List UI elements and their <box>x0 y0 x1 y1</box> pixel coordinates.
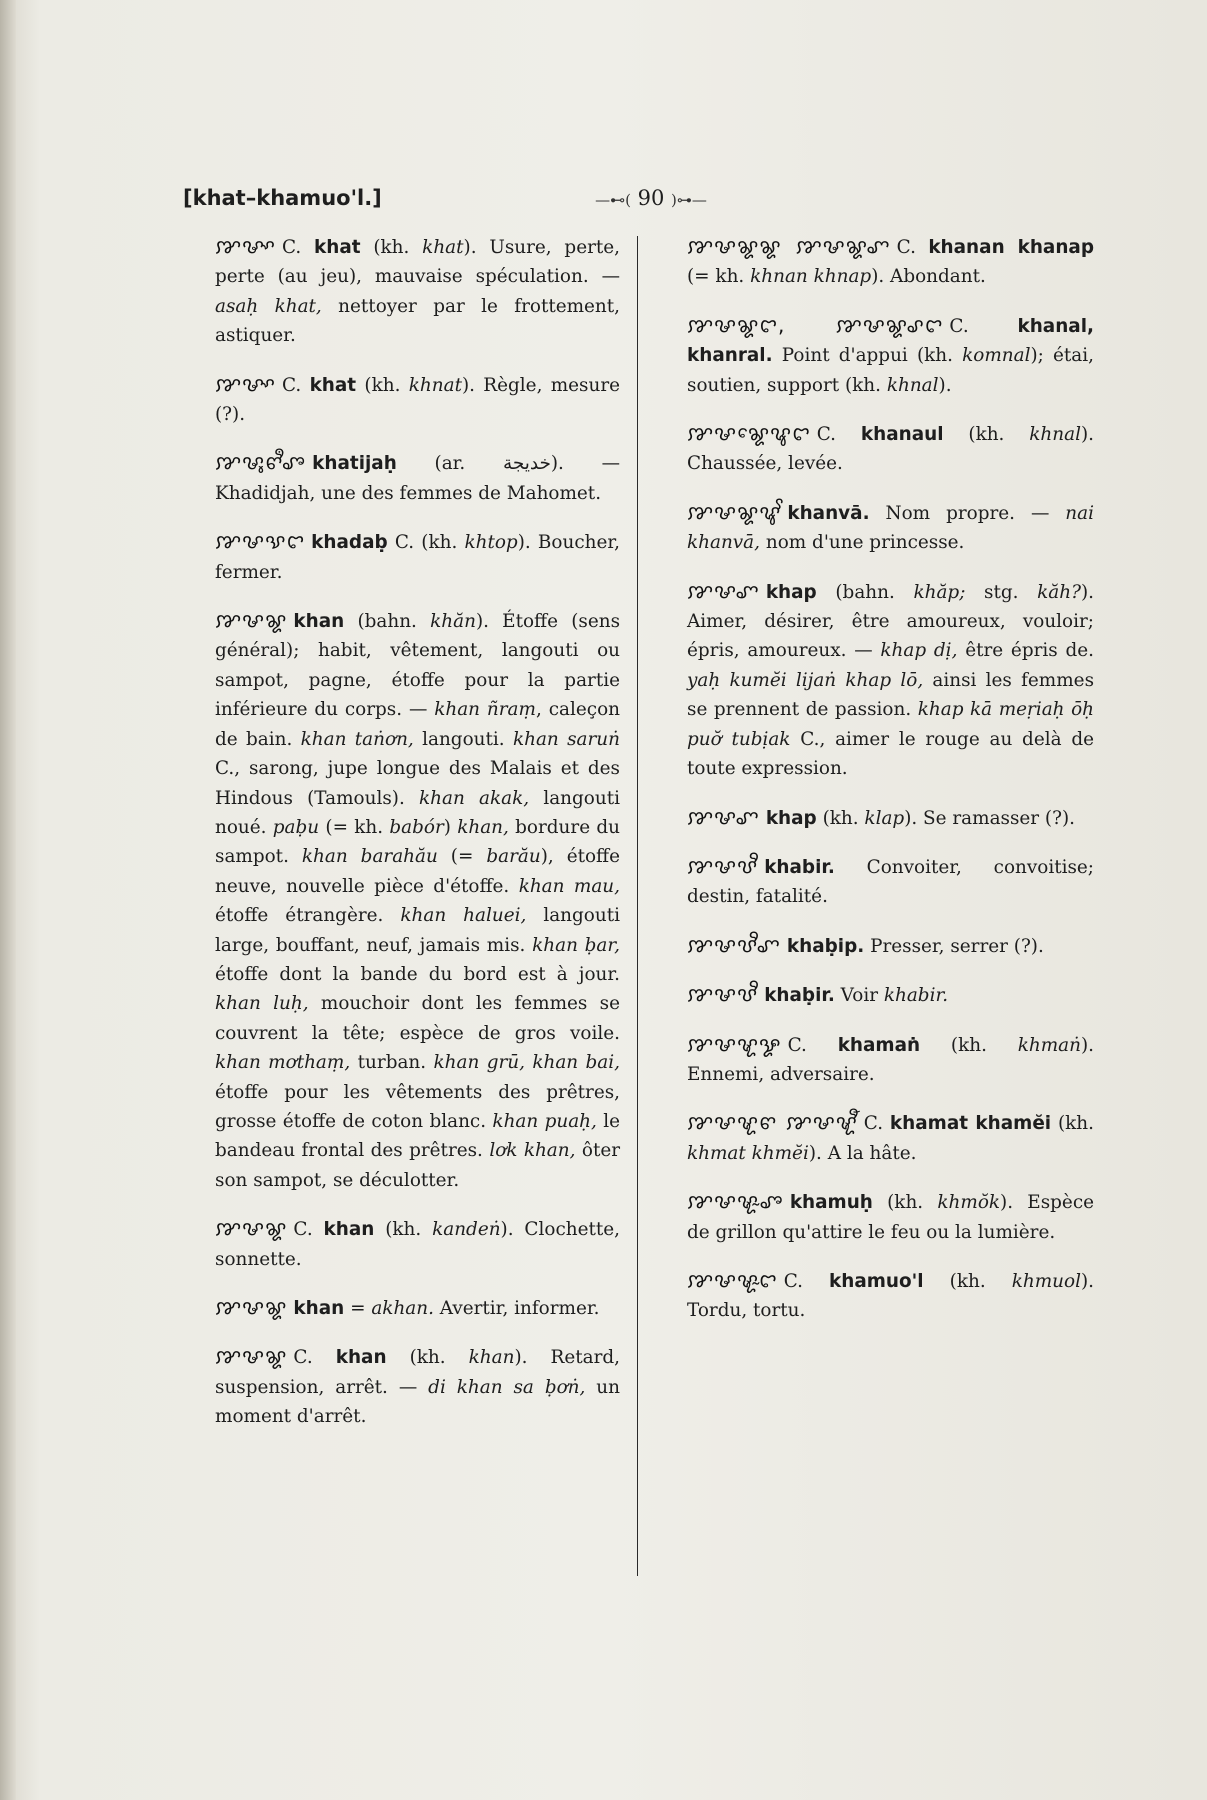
italic-term: khăp; <box>913 581 985 603</box>
italic-term: komnal <box>962 345 1031 367</box>
definition-text: ). Étoffe (sens général); habit, vêtement, langouti ou sampot, pagne, étoffe pour la partie inférieure du corps. — <box>215 611 621 721</box>
definition-text: C. <box>281 237 315 258</box>
italic-term: khan luḥ, <box>215 993 309 1015</box>
definition-text: (kh. <box>816 807 865 829</box>
headword: khamuo'l <box>829 1270 924 1292</box>
cham-script-headword: ꨇꨔꨝꨪ <box>687 982 759 1007</box>
definition-text: étoffe étrangère. <box>215 905 401 927</box>
headword: khap <box>765 581 817 603</box>
page-number: 90 <box>637 186 665 210</box>
italic-term: khan akak, <box>419 787 530 809</box>
cham-script-headword: ꨇꨔꨳ <box>215 371 276 396</box>
cham-script-headword: ꨇꨔꨠꨓ ꨇꨔꨠꨬ <box>687 1110 858 1135</box>
italic-term: khnal <box>886 374 939 396</box>
cham-script-headword: ꨇꨔꨘ <box>215 608 288 633</box>
definition-text: ). Chaussée, levée. <box>687 424 1094 475</box>
definition-text: (= kh. <box>319 816 390 838</box>
definition-text: étoffe pour les vêtements des prêtres, grosse étoffe de coton blanc. <box>215 1081 620 1132</box>
definition-text: (bahn. <box>344 611 431 633</box>
headword: khabir. <box>764 856 835 878</box>
dictionary-entry <box>657 852 1094 912</box>
column-divider <box>637 236 638 1576</box>
headword: khap <box>765 807 817 829</box>
definition-text: Presser, serrer (?). <box>864 935 1044 957</box>
italic-term: kăh? <box>1037 581 1081 603</box>
definition-text: (kh. <box>374 1219 433 1241</box>
definition-text: Convoiter, convoitise; destin, fatalité. <box>687 856 1094 908</box>
definition-text: ); étai, soutien, support (kh. <box>687 345 1094 396</box>
italic-term: khan ñraṃ <box>434 699 537 721</box>
dictionary-entry <box>657 311 1094 400</box>
dictionary-entry <box>657 498 1094 558</box>
definition-text: langouti noué. <box>215 787 620 838</box>
italic-term: khnan khnap <box>750 266 872 288</box>
cham-script-headword: ꨇꨔꨳ <box>215 234 276 258</box>
headword: khat <box>314 237 361 258</box>
cham-script-headword: ꨇꨔꨠꨭꨤ <box>687 1267 778 1292</box>
definition-text: ). Usure, perte, perte (au jeu), mauvaise spéculation. — <box>215 237 620 288</box>
definition-text: (kh. <box>386 1347 469 1369</box>
italic-term: khmat khmĕi <box>687 1142 809 1164</box>
definition-text: ). Retard, suspension, arrêt. — <box>215 1347 621 1398</box>
definition-text: C. <box>896 237 929 258</box>
italic-term: di khan sa ḅơṅ, <box>428 1376 586 1398</box>
definition-text: (bahn. <box>816 581 914 603</box>
cham-script-headword: ꨇꨔꨶꨓꨫꨨ <box>215 450 307 475</box>
definition-text: C. (kh. <box>387 532 465 554</box>
headword: khan <box>293 1298 345 1319</box>
definition-text: (= kh. <box>687 266 751 288</box>
definition-text: (kh. <box>872 1192 938 1214</box>
italic-term: khan ḅar, <box>532 934 620 956</box>
dictionary-entry <box>185 1214 620 1274</box>
definition-text: ). Clochette, sonnette. <box>215 1219 620 1270</box>
cham-script-headword: ꨇꨔꨘꨥꨩ <box>687 499 782 524</box>
dictionary-entry <box>185 606 620 1195</box>
definition-text: ). Abondant. <box>871 266 986 288</box>
cham-script-headword: ꨇꨔꨝꨪ <box>687 853 759 878</box>
definition-text: étoffe dont la bande du bord est à jour. <box>215 963 620 985</box>
definition-text: Point d'appui (kh. <box>772 345 963 367</box>
italic-term: khmŏk <box>937 1192 1001 1214</box>
definition-text: (kh. <box>356 374 409 396</box>
definition-text: mouchoir dont les femmes se couvrent la tête; espèce de gros voile. <box>215 993 621 1044</box>
italic-term: yaḥ kumĕi lijaṅ khap lō, <box>687 669 924 691</box>
italic-term: khnat <box>408 374 462 396</box>
definition-text: C., aimer le rouge au delà de toute expression. <box>687 728 1094 780</box>
definition-text: C. <box>293 1347 336 1369</box>
italic-term: paḅu <box>272 816 320 838</box>
italic-term: khăn <box>430 611 476 633</box>
definition-text: ). — Khadidjah, une des femmes de Mahomet. <box>215 453 620 504</box>
ornament-left: —⊷( <box>595 191 631 209</box>
italic-term: khnal <box>1029 424 1081 446</box>
definition-text: ). Espèce de grillon qu'attire le feu ou la lumière. <box>687 1192 1095 1243</box>
definition-text: (kh. <box>1051 1113 1094 1135</box>
definition-text: C. <box>281 374 310 396</box>
definition-text: C. <box>949 315 1018 337</box>
headword: khamuḥ <box>789 1192 873 1214</box>
cham-script-headword: ꨇꨔꨠꨋ <box>687 1031 782 1056</box>
italic-term: nai khanvā, <box>687 502 1094 554</box>
italic-term: khan saruṅ <box>512 728 620 750</box>
headword: khamat khamĕi <box>889 1113 1052 1135</box>
dictionary-entry <box>657 1187 1094 1247</box>
italic-term: khan <box>468 1347 515 1369</box>
definition-text: ). Ennemi, adversaire. <box>687 1034 1095 1085</box>
cham-script-headword: ꨇꨔꨚ <box>687 804 760 829</box>
cham-script-headword: ꨇꨔꨘꨯꨥꨤ <box>687 421 811 446</box>
dictionary-entry <box>185 1342 620 1431</box>
cham-script-headword: ꨇꨔꨘꨘ ꨇꨔꨘꨚ <box>687 234 891 258</box>
definition-text: être épris de. <box>957 640 1094 662</box>
definition-text: (= <box>437 846 487 868</box>
italic-term: khmaṅ <box>1017 1034 1081 1056</box>
headword: khadaḅ <box>311 532 388 554</box>
dictionary-entry <box>185 1293 620 1323</box>
italic-term: khan puaḥ, <box>492 1110 597 1132</box>
dictionary-entry <box>185 232 620 351</box>
headword: khaḅip. <box>786 935 865 957</box>
ornament-right: )⊶— <box>671 191 707 209</box>
italic-term: khtop <box>464 532 518 554</box>
definition-text: C. <box>787 1034 838 1056</box>
definition-text: ) <box>443 816 458 838</box>
cham-script-headword: ꨇꨔꨕꨤ <box>215 529 306 554</box>
definition-text: Nom propre. — <box>869 502 1066 524</box>
definition-text: , caleçon de bain. <box>215 699 620 750</box>
italic-term: khabir. <box>883 985 949 1007</box>
definition-text: Avertir, informer. <box>433 1298 600 1319</box>
dictionary-entry <box>657 803 1094 833</box>
cham-script-headword: ꨇꨔꨘ <box>215 1295 288 1319</box>
definition-text: langouti. <box>413 728 513 750</box>
definition-text: Voir <box>834 985 884 1007</box>
headword: khanan khanap <box>928 237 1095 258</box>
definition-text: (kh. <box>920 1034 1018 1056</box>
page-header <box>183 186 1093 222</box>
italic-term: khap dị, <box>880 640 958 662</box>
italic-term: klap <box>864 807 905 829</box>
definition-text: = <box>344 1298 372 1319</box>
definition-text: ainsi les femmes se prennent de passion. <box>687 669 1095 721</box>
definition-text: langouti large, bouffant, neuf, jamais mis. <box>215 905 620 956</box>
italic-term: khan grū, khan bai, <box>433 1052 620 1074</box>
italic-term: lơk khan, <box>489 1140 576 1162</box>
headword: khatijaḥ <box>312 453 397 475</box>
italic-term: khan taṅơn, <box>300 728 414 750</box>
definition-text: nom d'une princesse. <box>760 532 965 554</box>
definition-text: (ar. <box>396 453 503 475</box>
italic-term: kandeṅ <box>432 1219 501 1241</box>
headword: khaḅir. <box>764 985 835 1007</box>
definition-text: ôter son sampot, se déculotter. <box>215 1140 621 1191</box>
italic-term: akhan. <box>371 1298 434 1319</box>
headword: khanaul <box>860 424 944 446</box>
definition-text: ). Boucher, fermer. <box>215 532 620 583</box>
definition-text: ). Tordu, tortu. <box>687 1270 1095 1322</box>
dictionary-entry <box>185 370 620 430</box>
headword: khanal, khanral. <box>687 315 1094 367</box>
italic-term: babór <box>389 816 444 838</box>
italic-term: khan barahău <box>301 846 438 868</box>
definition-text: un moment d'arrêt. <box>215 1376 620 1428</box>
definition-text: C., sarong, jupe longue des Malais et des Hindous (Tamouls). <box>215 758 620 809</box>
cham-script-headword: ꨇꨔꨘꨤ, ꨇꨔꨘꨣꨤ <box>687 312 944 337</box>
definition-text: stg. <box>984 581 1038 603</box>
dictionary-entry <box>657 980 1094 1010</box>
definition-text: ). <box>938 374 952 396</box>
headword: khamaṅ <box>837 1034 921 1056</box>
dictionary-entry <box>657 419 1094 479</box>
headword: khan <box>335 1347 387 1369</box>
italic-term: khan, <box>457 816 509 838</box>
dictionary-entry <box>657 1266 1094 1326</box>
cham-script-headword: ꨇꨔꨚ <box>687 578 760 603</box>
headword: khan <box>323 1219 375 1241</box>
running-head: [khat–khamuo'l.] <box>183 186 382 210</box>
definition-text: ). Aimer, désirer, être amoureux, vouloir; épris, amoureux. — <box>687 581 1094 662</box>
definition-text: C. <box>293 1219 324 1241</box>
italic-term: barău <box>486 846 541 868</box>
page-edge-shadow <box>0 0 16 1800</box>
italic-term: khan haluei, <box>400 905 527 927</box>
dictionary-entry <box>657 1108 1094 1168</box>
definition-text: (kh. <box>923 1270 1012 1292</box>
italic-term: khat <box>422 237 464 258</box>
dictionary-entry <box>657 232 1094 292</box>
definition-text: turban. <box>350 1052 434 1074</box>
italic-term: asaḥ khat, <box>215 295 322 317</box>
cham-script-headword: ꨇꨔꨘ <box>215 1344 288 1369</box>
right-column <box>657 232 1094 1345</box>
cham-script-headword: ꨇꨔꨘ <box>215 1216 288 1241</box>
definition-text: le bandeau frontal des prêtres. <box>215 1110 620 1162</box>
cham-script-headword: ꨇꨔꨝꨪꨚ <box>687 932 781 957</box>
headword: khan <box>293 611 345 633</box>
dictionary-entry <box>657 577 1094 784</box>
definition-text: bordure du sampot. <box>215 816 620 868</box>
definition-text: C. <box>783 1270 830 1292</box>
left-column <box>185 232 620 1451</box>
cham-script-headword: ꨇꨔꨠꨭꨨ <box>687 1189 784 1214</box>
definition-text: خديجة <box>503 453 551 475</box>
dictionary-entry <box>657 931 1094 961</box>
italic-term: khan mơthaṃ, <box>215 1052 351 1074</box>
definition-text: ). A la hâte. <box>808 1142 917 1164</box>
italic-term: khap kā meṛiaḥ ōḥ puơ̆ tubịak <box>687 699 1094 750</box>
dictionary-entry <box>185 448 620 508</box>
page-number-block <box>551 186 751 210</box>
definition-text: (kh. <box>360 237 423 258</box>
definition-text: ), étoffe neuve, nouvelle pièce d'étoffe. <box>215 846 620 897</box>
definition-text: nettoyer par le frottement, astiquer. <box>215 295 621 347</box>
definition-text: C. <box>863 1113 890 1135</box>
definition-text: (kh. <box>943 424 1030 446</box>
definition-text: C. <box>816 424 861 446</box>
dictionary-entry <box>657 1030 1094 1090</box>
dictionary-entry <box>185 527 620 587</box>
italic-term: khan mau, <box>518 875 620 897</box>
italic-term: khmuol <box>1011 1270 1081 1292</box>
definition-text: ). Se ramasser (?). <box>904 807 1075 829</box>
headword: khanvā. <box>787 502 870 524</box>
definition-text: ). Règle, mesure (?). <box>215 374 621 426</box>
headword: khat <box>309 374 357 396</box>
